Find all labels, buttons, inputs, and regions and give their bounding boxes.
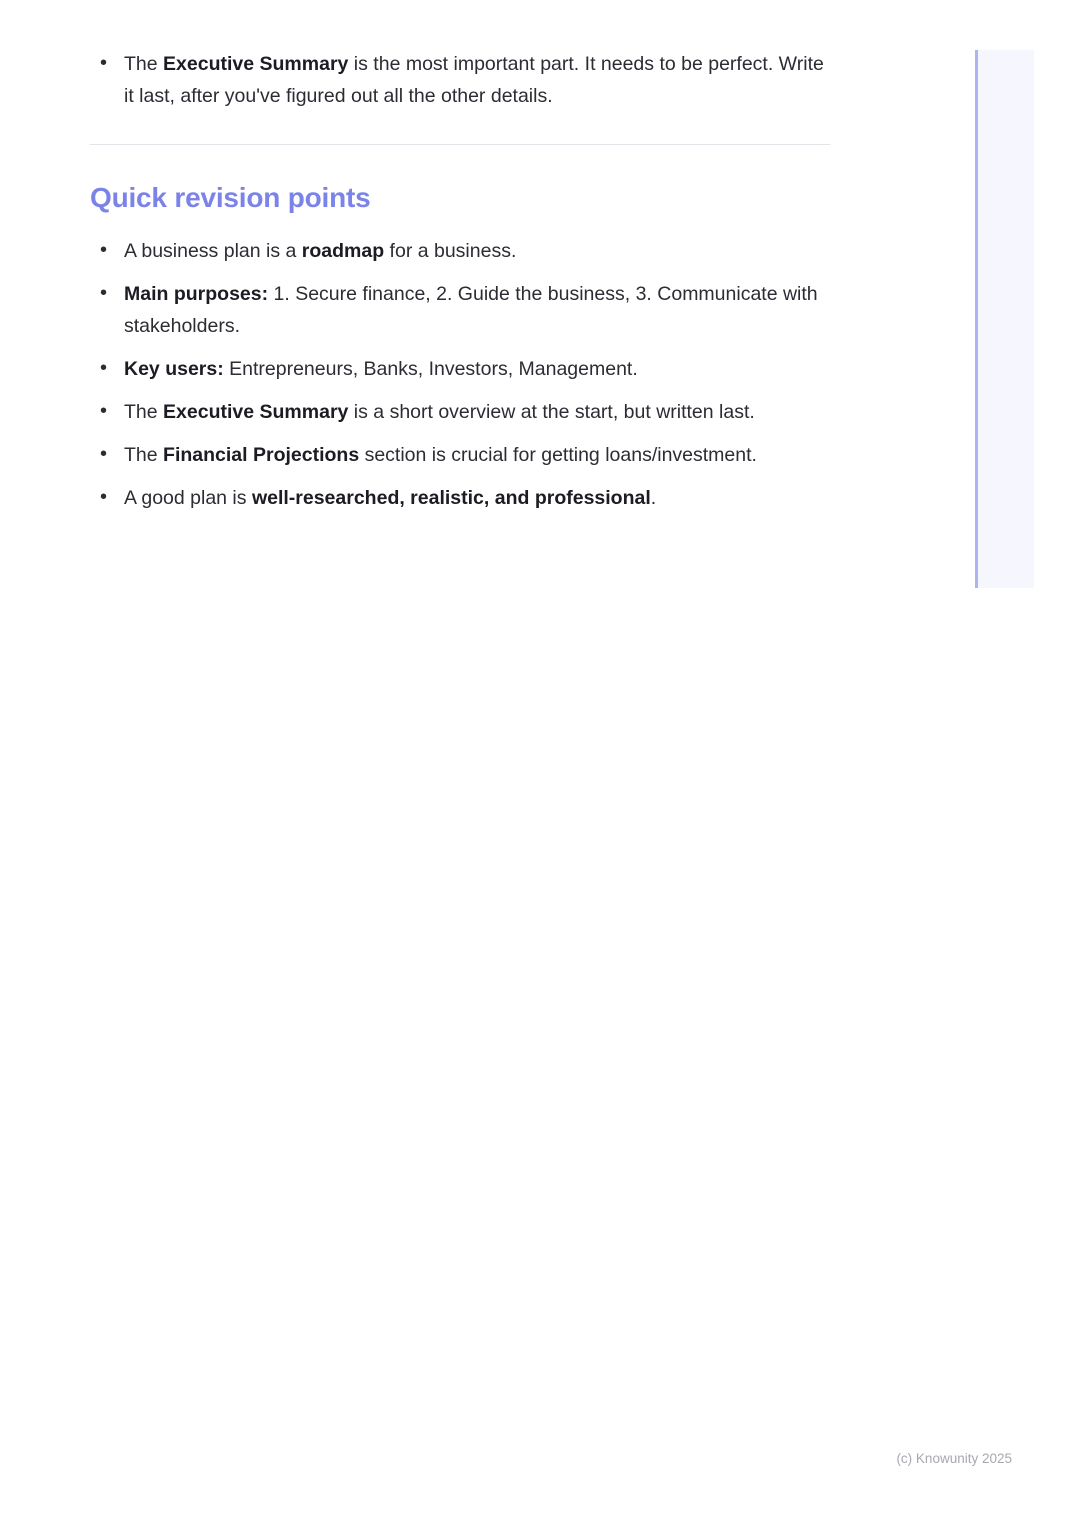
decorative-side-rail <box>975 50 1034 588</box>
list-item-text: Entrepreneurs, Banks, Investors, Management. <box>223 358 638 380</box>
list-item <box>90 235 830 267</box>
list-item-emphasis: Key users: <box>124 358 224 380</box>
list-item-emphasis: Executive Summary <box>163 53 349 75</box>
list-item-text: The <box>124 444 164 466</box>
list-item-text: The <box>124 53 164 75</box>
list-item-text: section is crucial for getting loans/investment. <box>359 444 757 466</box>
list-item-emphasis: well-researched, realistic, and professional <box>251 487 651 509</box>
document-content <box>90 48 830 525</box>
list-item-emphasis: Financial Projections <box>163 444 360 466</box>
list-item-emphasis: Executive Summary <box>163 401 349 423</box>
list-item <box>90 396 830 428</box>
list-item-emphasis: Main purposes: <box>124 283 269 305</box>
list-item-text: is a short overview at the start, but written last. <box>348 401 755 423</box>
list-item <box>90 353 830 385</box>
list-item <box>90 278 830 342</box>
footer-copyright: (c) Knowunity 2025 <box>896 1451 1012 1466</box>
list-item <box>90 482 830 514</box>
list-item-text: A business plan is a <box>124 240 302 262</box>
list-item-text: The <box>124 401 164 423</box>
list-item <box>90 48 830 112</box>
page-title: Quick revision points <box>90 182 371 213</box>
list-item-text: is the most important part. It needs to be perfect. Write it last, after you've figured out all the other details. <box>124 53 824 107</box>
list-item-emphasis: roadmap <box>301 240 385 262</box>
list-item-text: for a business. <box>384 240 517 262</box>
revision-points-list <box>90 235 830 514</box>
section-divider <box>90 144 830 145</box>
list-item-text: 1. Secure finance, 2. Guide the business, 3. Communicate with stakeholders. <box>124 283 818 337</box>
list-item <box>90 439 830 471</box>
list-item-text: A good plan is <box>124 487 252 509</box>
list-item-text: . <box>650 487 657 509</box>
intro-bullet-list <box>90 48 830 112</box>
